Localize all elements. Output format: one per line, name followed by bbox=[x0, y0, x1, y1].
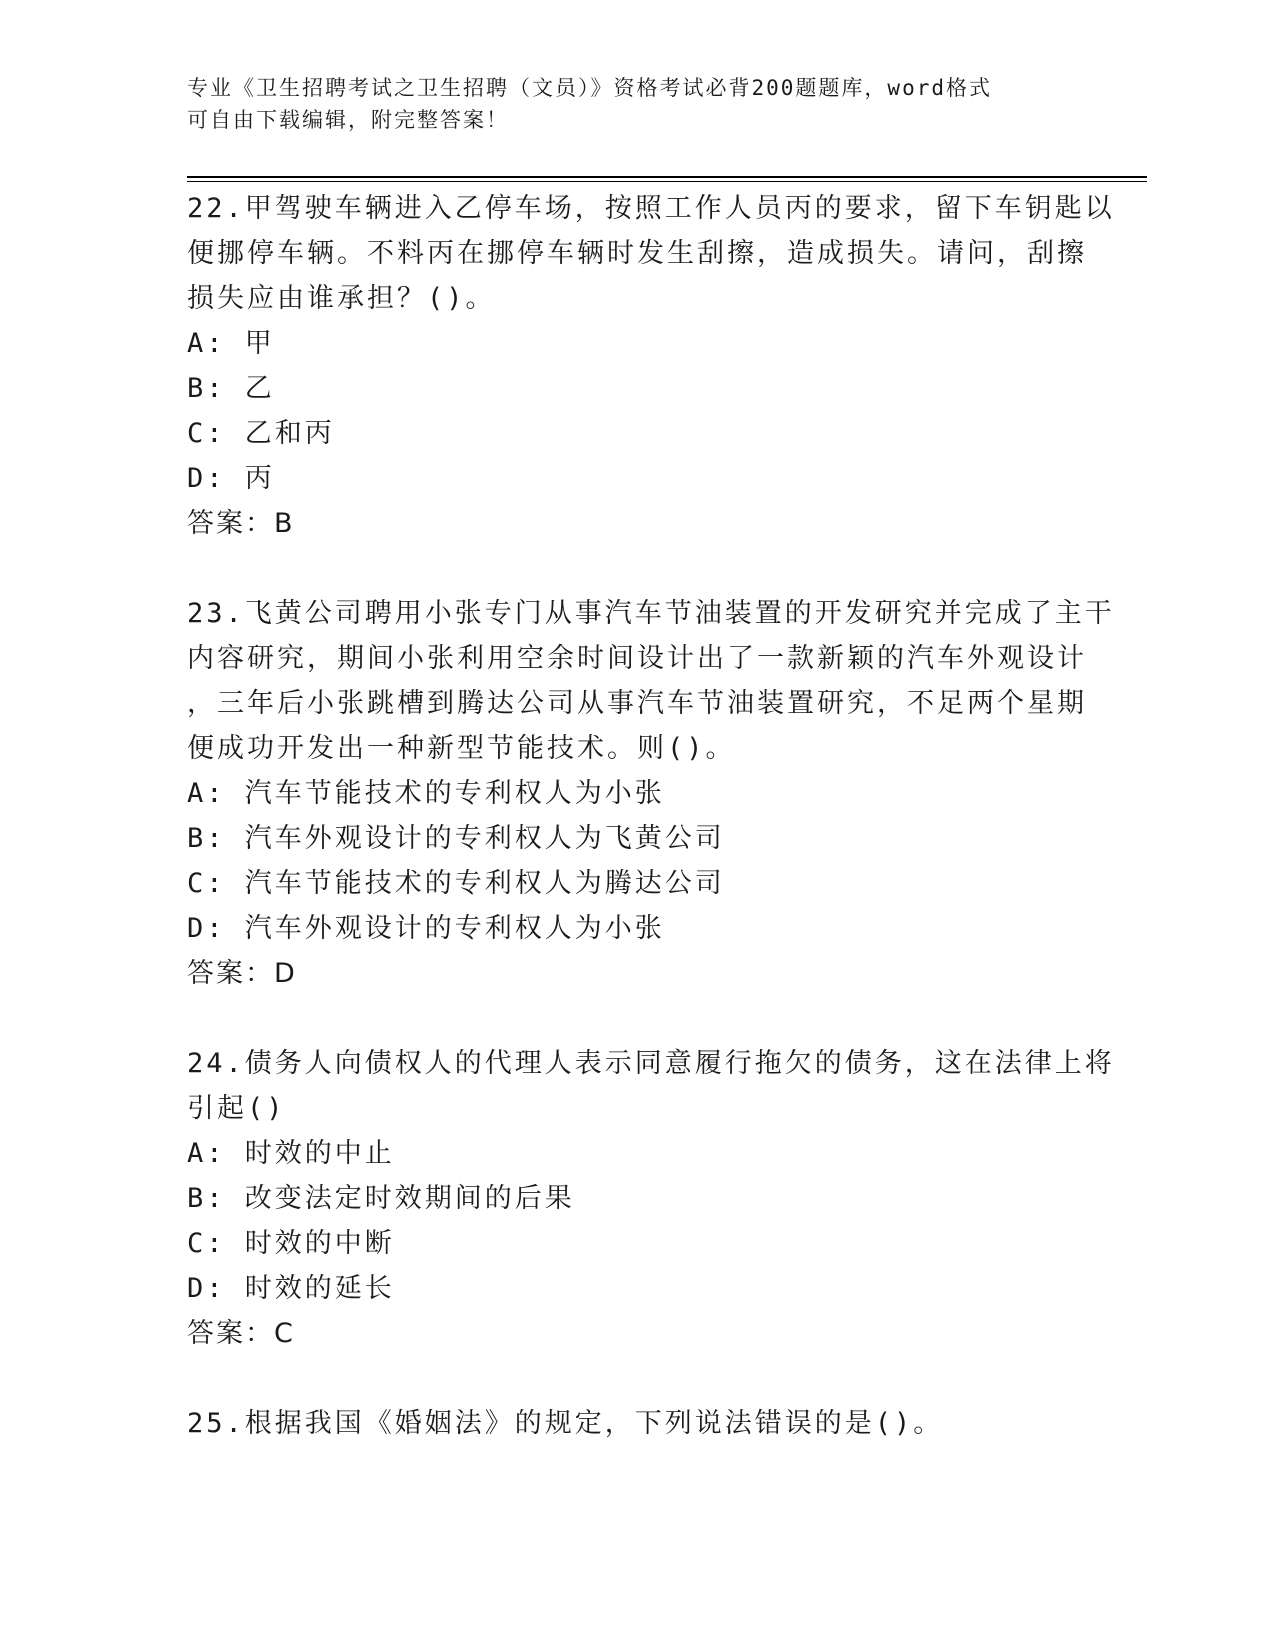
question-24 bbox=[187, 1041, 1115, 1356]
option-b: B: 汽车外观设计的专利权人为飞黄公司 bbox=[187, 823, 725, 854]
question-25 bbox=[187, 1401, 1087, 1446]
question-text-line: 损失应由谁承担？()。 bbox=[187, 283, 496, 314]
option-a: A: 甲 bbox=[187, 328, 275, 359]
document-header bbox=[187, 72, 1067, 136]
question-text-line: 引起() bbox=[187, 1093, 286, 1124]
option-a: A: 时效的中止 bbox=[187, 1138, 395, 1169]
option-d: D: 时效的延长 bbox=[187, 1273, 395, 1304]
question-text-line: 24.债务人向债权人的代理人表示同意履行拖欠的债务，这在法律上将 bbox=[187, 1048, 1115, 1079]
option-a: A: 汽车节能技术的专利权人为小张 bbox=[187, 778, 665, 809]
question-text-line: 便成功开发出一种新型节能技术。则()。 bbox=[187, 733, 736, 764]
answer-label: 答案：D bbox=[187, 958, 297, 989]
question-22 bbox=[187, 186, 1115, 546]
question-text-line: 内容研究，期间小张利用空余时间设计出了一款新颖的汽车外观设计 bbox=[187, 643, 1087, 674]
question-text-line: 便挪停车辆。不料丙在挪停车辆时发生刮擦，造成损失。请问，刮擦 bbox=[187, 238, 1087, 269]
option-c: C: 汽车节能技术的专利权人为腾达公司 bbox=[187, 868, 725, 899]
question-text-line: ，三年后小张跳槽到腾达公司从事汽车节油装置研究，不足两个星期 bbox=[187, 688, 1087, 719]
option-c: C: 乙和丙 bbox=[187, 418, 335, 449]
header-divider-thick bbox=[187, 176, 1147, 178]
option-d: D: 汽车外观设计的专利权人为小张 bbox=[187, 913, 665, 944]
question-text-line: 22.甲驾驶车辆进入乙停车场，按照工作人员丙的要求，留下车钥匙以 bbox=[187, 193, 1115, 224]
header-line: 可自由下载编辑，附完整答案！ bbox=[187, 108, 509, 132]
answer-label: 答案：B bbox=[187, 508, 295, 539]
option-b: B: 改变法定时效期间的后果 bbox=[187, 1183, 575, 1214]
question-text-line: 23.飞黄公司聘用小张专门从事汽车节油装置的开发研究并完成了主干 bbox=[187, 598, 1115, 629]
option-d: D: 丙 bbox=[187, 463, 275, 494]
header-line: 专业《卫生招聘考试之卫生招聘（文员）》资格考试必背200题题库，word格式 bbox=[187, 76, 992, 100]
question-23 bbox=[187, 591, 1115, 996]
question-list bbox=[187, 186, 1115, 1491]
option-b: B: 乙 bbox=[187, 373, 275, 404]
option-c: C: 时效的中断 bbox=[187, 1228, 395, 1259]
question-text-line: 25.根据我国《婚姻法》的规定，下列说法错误的是()。 bbox=[187, 1408, 944, 1439]
header-divider-thin bbox=[187, 181, 1147, 182]
answer-label: 答案：C bbox=[187, 1318, 295, 1349]
